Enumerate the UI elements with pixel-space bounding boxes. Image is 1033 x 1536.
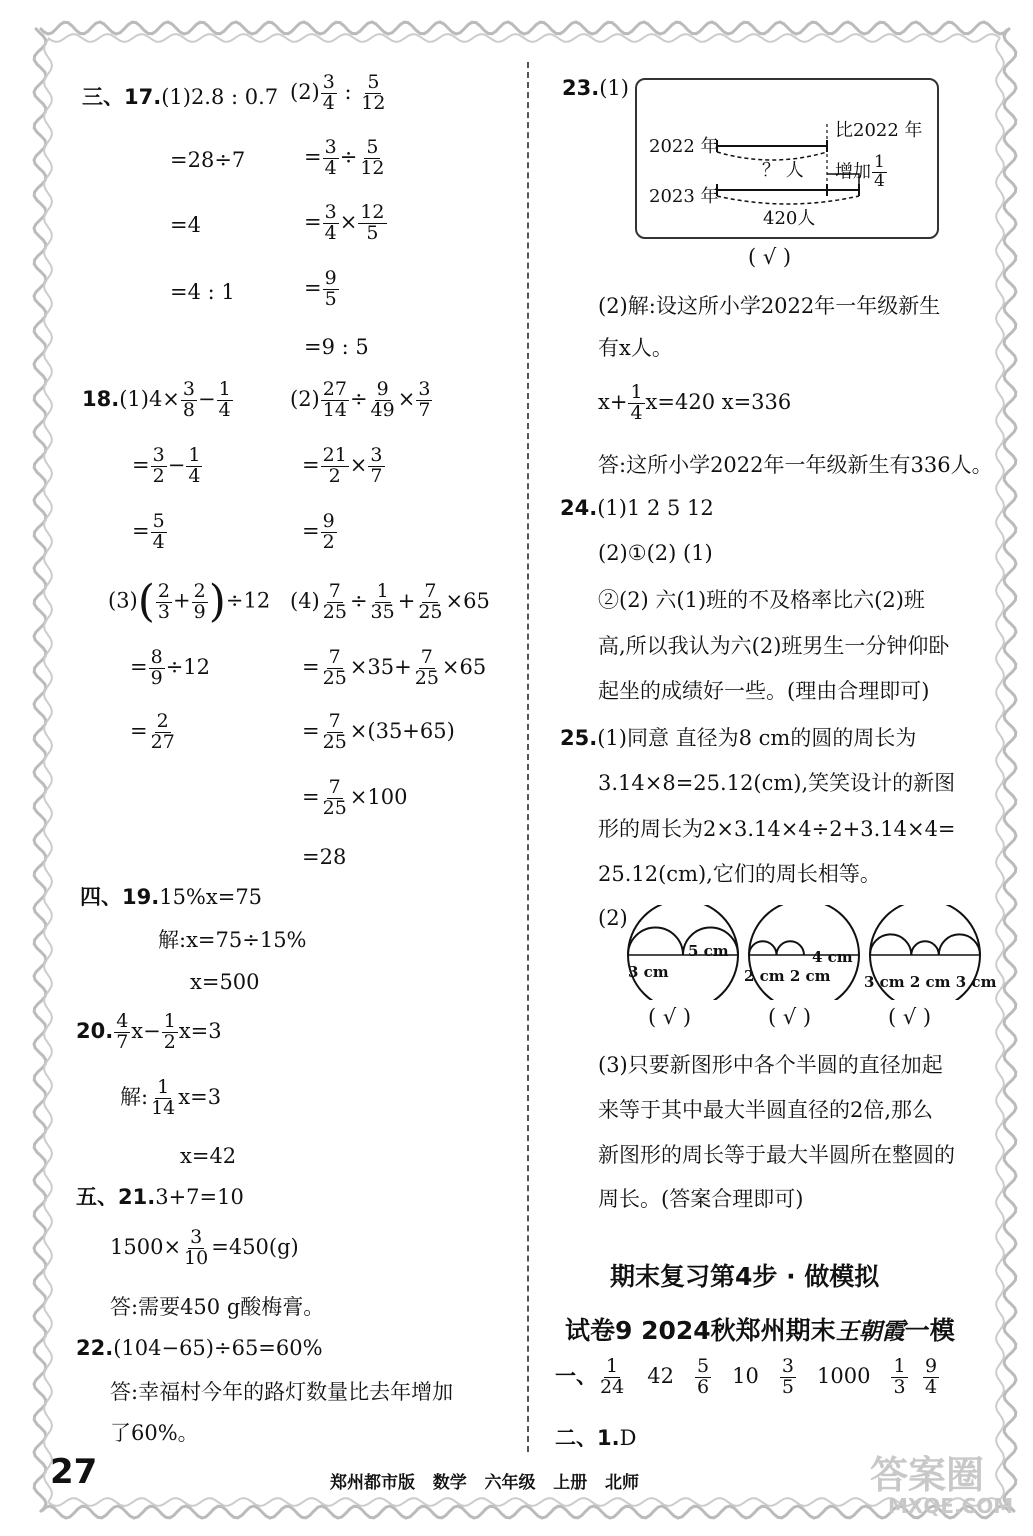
- q24-line5: 起坐的成绩好一些。(理由合理即可): [598, 679, 930, 703]
- q17-r1: [304, 138, 388, 179]
- part-label: (1)4×: [119, 386, 180, 411]
- den: 5: [781, 1375, 794, 1398]
- part-label: (3): [108, 588, 138, 613]
- num: 7: [328, 646, 341, 668]
- den: 35: [370, 600, 395, 623]
- fraction: [162, 1012, 178, 1053]
- num: 21: [322, 444, 347, 466]
- answer-row-2: [555, 1428, 636, 1449]
- q23-diagram-box: [635, 78, 939, 239]
- den: 14: [151, 1096, 176, 1119]
- q21-number: 五、21.: [76, 1185, 156, 1209]
- q18-4-step3: [302, 778, 407, 819]
- q17-l3: =4 : 1: [170, 280, 235, 304]
- op: ×65: [445, 588, 490, 613]
- fraction: [321, 446, 349, 487]
- op: ÷12: [225, 588, 271, 613]
- q19-equation: 15%x=75: [159, 885, 263, 909]
- num: 7: [328, 776, 341, 798]
- fraction: [368, 446, 384, 487]
- num: 7: [328, 710, 341, 732]
- q25-check1: ( √ ): [648, 1005, 692, 1029]
- q25-line2: 3.14×8=25.12(cm),笑笑设计的新图: [598, 771, 956, 795]
- den: 9: [193, 600, 206, 623]
- den: 4: [630, 401, 643, 424]
- fraction: [149, 712, 177, 753]
- num: 4: [116, 1010, 129, 1032]
- q19-step1: 解:x=75÷15%: [158, 928, 307, 952]
- q18-4-step4: =28: [302, 845, 347, 869]
- num: 3: [418, 378, 431, 400]
- q21-line1: [76, 1187, 244, 1208]
- q17-r2: [304, 203, 388, 244]
- q18-part4: [290, 582, 490, 623]
- q17-l2: =4: [170, 213, 201, 237]
- school-name: 王朝霞: [835, 1318, 905, 1345]
- q18-4-step1: [302, 648, 486, 689]
- fraction: [923, 1357, 939, 1398]
- num: 3: [190, 1226, 203, 1248]
- eq: =: [304, 275, 322, 300]
- colon: :: [344, 79, 352, 104]
- fraction: [181, 380, 197, 421]
- q17-part2: [290, 73, 388, 114]
- column-divider: [527, 62, 529, 1452]
- fraction: [151, 446, 167, 487]
- op: +: [394, 654, 412, 679]
- eq: =: [132, 452, 150, 477]
- den: 3: [157, 600, 171, 623]
- q24-line3: ②(2) 六(1)班的不及格率比六(2)班: [598, 588, 925, 612]
- fraction: [598, 1357, 626, 1398]
- q22-line1: [76, 1338, 323, 1359]
- den: 4: [152, 530, 165, 553]
- fraction: [628, 383, 644, 424]
- q21-eq1: 3+7=10: [155, 1185, 244, 1209]
- den: 12: [361, 91, 386, 114]
- op: ×35: [349, 654, 395, 679]
- label-2022: 2022 年: [649, 136, 719, 157]
- part-label: (1): [599, 76, 629, 100]
- fraction: [182, 1228, 210, 1269]
- eq: =: [130, 718, 148, 743]
- fraction: [321, 73, 337, 114]
- eq: =: [130, 654, 148, 679]
- fraction: [891, 1357, 907, 1398]
- den: 14: [322, 398, 347, 421]
- den: 4: [218, 398, 231, 421]
- fig2-label-b: 2 cm 2 cm: [744, 967, 831, 985]
- fraction: [321, 380, 349, 421]
- q18-4-step2: [302, 712, 455, 753]
- fraction: [358, 138, 386, 179]
- q18-3-step1: [130, 648, 210, 689]
- q25-part2-label: (2): [598, 906, 628, 930]
- num: 3: [324, 136, 337, 158]
- q17-number: 三、17.: [82, 85, 162, 109]
- paper-title: [565, 1311, 955, 1347]
- den: 7: [116, 1030, 129, 1053]
- mock-label: 一模: [904, 1316, 955, 1345]
- num: 5: [367, 71, 380, 93]
- fraction: [413, 648, 441, 689]
- num: 1: [188, 444, 201, 466]
- q22-answer1: 答:幸福村今年的路灯数量比去年增加: [110, 1380, 454, 1404]
- fraction: [321, 712, 349, 753]
- q17-r4: =9 : 5: [304, 335, 369, 359]
- q18-1-step2: [132, 512, 168, 553]
- den: 5: [324, 287, 337, 310]
- den: 6: [696, 1375, 710, 1398]
- num: 1: [157, 1076, 170, 1098]
- fraction: [321, 512, 337, 553]
- fraction: [186, 446, 202, 487]
- fraction: [358, 203, 386, 244]
- fraction: [149, 1078, 177, 1119]
- den: 2: [322, 530, 335, 553]
- fraction: [416, 582, 444, 623]
- op: −: [198, 386, 216, 411]
- q18-2-step2: [302, 512, 338, 553]
- op: ÷: [349, 588, 368, 613]
- q23-check: ( √ ): [748, 245, 792, 269]
- num: 5: [366, 136, 379, 158]
- value: 42: [647, 1363, 674, 1388]
- num: 9: [322, 510, 335, 532]
- den: 24: [600, 1375, 625, 1398]
- fraction: [156, 579, 172, 623]
- num: 27: [322, 378, 347, 400]
- q25-line6: (3)只要新图形中各个半圆的直径加起: [598, 1053, 943, 1077]
- num: 3: [370, 444, 383, 466]
- q19-step2: x=500: [190, 970, 260, 994]
- op: +: [397, 588, 416, 613]
- fraction: [323, 203, 339, 244]
- footer-info: 郑州都市版 数学 六年级 上册 北师: [330, 1473, 640, 1493]
- eq: =: [302, 518, 320, 543]
- q18-2-step1: [302, 446, 386, 487]
- op: x=3: [178, 1018, 222, 1043]
- num: 3: [152, 444, 165, 466]
- num: 1: [630, 381, 643, 403]
- q25-line7: 来等于其中最大半圆直径的2倍,那么: [598, 1098, 934, 1122]
- section-title: 期末复习第4步 · 做模拟: [610, 1262, 880, 1291]
- q23-sol2: 有x人。: [598, 336, 673, 360]
- num: 1: [163, 1010, 176, 1032]
- label-compare: 比2022 年: [835, 120, 923, 141]
- q23-line1: [562, 78, 629, 99]
- fraction: [151, 512, 167, 553]
- var: x: [131, 1018, 144, 1043]
- part-label: (2): [290, 386, 320, 411]
- q25-line1: [560, 728, 916, 749]
- num: 8: [150, 646, 163, 668]
- num: 9: [324, 267, 337, 289]
- eq: =: [302, 654, 320, 679]
- den: 25: [322, 796, 347, 819]
- den: 4: [322, 91, 335, 114]
- den: 4: [924, 1375, 938, 1398]
- num: 1: [874, 152, 885, 172]
- fig3-label: 3 cm 2 cm 3 cm: [864, 973, 997, 991]
- op: −: [167, 452, 186, 477]
- op: ×: [397, 386, 416, 411]
- op: ×100: [349, 784, 408, 809]
- fraction: [695, 1357, 711, 1398]
- num: 3: [324, 201, 337, 223]
- fraction: [323, 269, 339, 310]
- den: 10: [184, 1246, 209, 1269]
- watermark-url: MXQE.COM: [888, 1494, 1014, 1518]
- num: 1: [218, 378, 231, 400]
- den: 8: [182, 398, 195, 421]
- fig2-label-a: 4 cm: [812, 948, 853, 966]
- q17-l1: =28÷7: [170, 148, 246, 172]
- fraction: [192, 579, 208, 623]
- op: x=3: [178, 1084, 222, 1109]
- num: 3: [781, 1355, 794, 1377]
- fraction: [149, 648, 165, 689]
- fraction: [416, 380, 432, 421]
- den: 3: [893, 1375, 906, 1398]
- op: 1500×: [110, 1234, 182, 1259]
- q24-line2: (2)①(2) (1): [598, 541, 713, 565]
- q22-eq: (104−65)÷65=60%: [113, 1336, 323, 1360]
- op: +: [173, 588, 191, 613]
- den: 25: [414, 666, 439, 689]
- den: 25: [322, 666, 347, 689]
- den: 25: [322, 730, 347, 753]
- den: 4: [188, 464, 201, 487]
- num: 2: [157, 579, 171, 602]
- q17-r3: [304, 269, 340, 310]
- paper-name: 试卷9 2024秋郑州期末: [565, 1316, 836, 1345]
- num: 3: [182, 378, 195, 400]
- den: 49: [370, 398, 395, 421]
- q24-number: 24.: [560, 496, 598, 520]
- op: x=420 x=336: [645, 389, 792, 414]
- fraction: [369, 380, 397, 421]
- op: x+: [598, 389, 628, 414]
- q23-number: 23.: [562, 76, 600, 100]
- q25-line3: 形的周长为2×3.14×4÷2+3.14×4=: [598, 817, 956, 841]
- q24-line4: 高,所以我认为六(2)班男生一分钟仰卧: [598, 634, 950, 658]
- section-label: 一、: [555, 1363, 597, 1388]
- op: −: [143, 1018, 161, 1043]
- q18-part2: [290, 380, 433, 421]
- part-label: (2): [290, 79, 320, 104]
- fraction: [321, 778, 349, 819]
- den: 25: [322, 600, 347, 623]
- op: ×(35+65): [349, 718, 455, 743]
- eq: =: [132, 518, 150, 543]
- q20-number: 20.: [76, 1018, 114, 1043]
- num: 7: [424, 580, 437, 602]
- eq: =: [302, 718, 320, 743]
- den: 2: [328, 464, 341, 487]
- fig1-label-b: 3 cm: [628, 963, 669, 981]
- q25-line9: 周长。(答案合理即可): [598, 1187, 804, 1211]
- q25-line8: 新图形的周长等于最大半圆所在整圆的: [598, 1143, 955, 1167]
- q18-part1: [82, 380, 234, 421]
- page-number: 27: [50, 1452, 98, 1492]
- fraction: [217, 380, 233, 421]
- section-label: 二、1.: [555, 1426, 620, 1450]
- q25-text1: (1)同意 直径为8 cm的圆的周长为: [597, 726, 917, 750]
- den: 4: [874, 170, 885, 191]
- q17-part1: (1)2.8 : 0.7: [161, 85, 279, 109]
- num: 7: [328, 580, 341, 602]
- q25-check3: ( √ ): [888, 1005, 932, 1029]
- increase-text: 增加: [835, 161, 871, 183]
- fraction: [114, 1012, 130, 1053]
- value: 1000: [817, 1363, 871, 1388]
- fig1-label-a: 5 cm: [688, 942, 729, 960]
- value: 10: [732, 1363, 759, 1388]
- num: 2: [156, 710, 169, 732]
- label-420: 420人: [763, 208, 816, 229]
- fraction: [780, 1357, 796, 1398]
- eq: =: [304, 209, 322, 234]
- q25-number: 25.: [560, 726, 598, 750]
- op: ×65: [441, 654, 487, 679]
- num: 9: [924, 1355, 938, 1377]
- q23-sol1: (2)解:设这所小学2022年一年级新生: [598, 294, 941, 318]
- den: 4: [324, 156, 337, 179]
- num: 5: [152, 510, 165, 532]
- q19-line1: [80, 887, 262, 908]
- den: 27: [150, 730, 175, 753]
- watermark-logo: 答案圈: [870, 1453, 985, 1497]
- label-2023: 2023 年: [649, 186, 719, 207]
- label-increase: [835, 154, 888, 191]
- q21-line2: [110, 1228, 299, 1269]
- q18-3-step2: [130, 712, 178, 753]
- q18-part3: (3)( $\frac{2}{3}$ + $\frac{2}{9}$ )÷12: [108, 576, 271, 627]
- eq: =: [302, 784, 320, 809]
- den: 25: [418, 600, 443, 623]
- num: 1: [376, 580, 389, 602]
- q19-number: 四、19.: [80, 885, 160, 909]
- op: ×: [339, 209, 358, 234]
- q20-step2: x=42: [180, 1144, 237, 1168]
- den: 7: [418, 398, 431, 421]
- q20-step1: [120, 1078, 221, 1119]
- num: 2: [193, 579, 206, 602]
- fraction: [359, 73, 387, 114]
- q25-check2: ( √ ): [768, 1005, 812, 1029]
- op: ÷12: [165, 654, 211, 679]
- den: 4: [324, 221, 337, 244]
- fraction: [321, 582, 349, 623]
- q22-answer2: 了60%。: [110, 1421, 199, 1445]
- num: 1: [893, 1355, 906, 1377]
- den: 2: [152, 464, 165, 487]
- solve-label: 解:: [120, 1084, 149, 1109]
- fraction: [369, 582, 397, 623]
- value: D: [619, 1426, 637, 1450]
- q23-answer: 答:这所小学2022年一年级新生有336人。: [598, 453, 993, 477]
- q18-1-step1: [132, 446, 203, 487]
- den: 9: [150, 666, 163, 689]
- num: 5: [696, 1355, 710, 1377]
- op: ÷: [339, 144, 358, 169]
- op: =450(g): [211, 1234, 299, 1259]
- part-label: (4): [290, 588, 320, 613]
- fraction: [323, 138, 339, 179]
- den: 12: [360, 156, 385, 179]
- q24-part1: (1)1 2 5 12: [597, 496, 714, 520]
- q23-equation: [598, 383, 791, 424]
- op: ÷: [349, 386, 368, 411]
- q18-number: 18.: [82, 386, 120, 411]
- num: 12: [360, 201, 385, 223]
- q22-number: 22.: [76, 1336, 114, 1360]
- q25-line4: 25.12(cm),它们的周长相等。: [598, 862, 881, 886]
- num: 9: [376, 378, 389, 400]
- q17-line1: [82, 87, 278, 108]
- eq: =: [302, 452, 320, 477]
- q24-line1: [560, 498, 714, 519]
- q20-line1: [76, 1012, 222, 1053]
- num: 3: [322, 71, 335, 93]
- q21-answer: 答:需要450 g酸梅膏。: [110, 1295, 325, 1319]
- num: 7: [420, 646, 433, 668]
- den: 2: [163, 1030, 176, 1053]
- label-unknown: ？ 人: [762, 160, 804, 181]
- num: 1: [606, 1355, 619, 1377]
- den: 5: [366, 221, 379, 244]
- eq: =: [304, 144, 322, 169]
- fraction: [872, 154, 887, 191]
- answer-row-1: [555, 1357, 940, 1398]
- den: 7: [370, 464, 383, 487]
- op: ×: [349, 452, 368, 477]
- fraction: [321, 648, 349, 689]
